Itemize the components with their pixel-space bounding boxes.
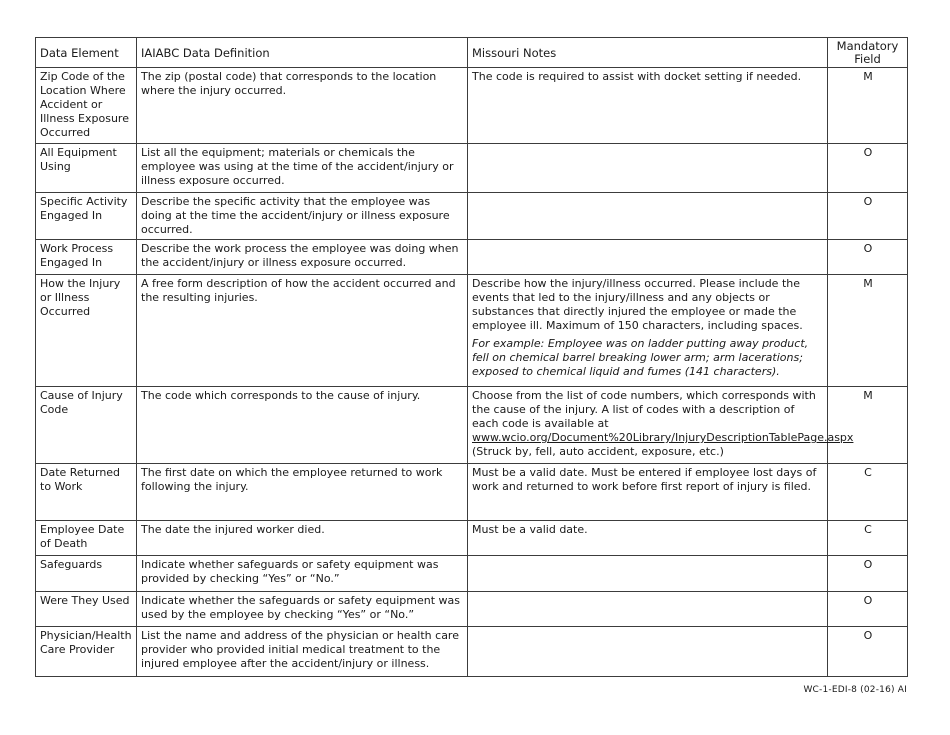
row-mandatory-flag: C	[828, 464, 908, 521]
row-definition: Describe the specific activity that the employee was doing at the time the accident/injury or illness exposure occurred.	[137, 193, 468, 240]
notes-text-after-link: (Struck by, fell, auto accident, exposure, etc.)	[472, 445, 724, 458]
row-notes	[468, 144, 828, 193]
row-data-element: Zip Code of the Location Where Accident or Illness Exposure Occurred	[36, 68, 137, 144]
row-data-element: Employee Date of Death	[36, 521, 137, 556]
row-data-element: All Equipment Using	[36, 144, 137, 193]
row-notes	[468, 240, 828, 275]
table-row	[36, 68, 908, 144]
row-definition: Indicate whether the safeguards or safety equipment was used by the employee by checking “Yes” or “No.”	[137, 592, 468, 627]
row-notes	[468, 387, 854, 464]
header-data-element: Data Element	[36, 38, 137, 68]
row-data-element: Date Returned to Work	[36, 464, 137, 521]
row-notes	[468, 193, 828, 240]
row-definition: List the name and address of the physician or health care provider who provided initial medical treatment to the injured employee after the accident/injury or illness.	[137, 627, 468, 677]
row-definition: List all the equipment; materials or chemicals the employee was using at the time of the accident/injury or illness exposure occurred.	[137, 144, 468, 193]
notes-example: For example: Employee was on ladder putting away product, fell on chemical barrel breaking lower arm; arm lacerations; exposed to chemical liquid and fumes (141 characters).	[472, 337, 809, 378]
row-mandatory-flag: O	[828, 556, 908, 592]
data-element-table	[35, 37, 908, 677]
row-definition: The zip (postal code) that corresponds to the location where the injury occurred.	[137, 68, 468, 144]
row-mandatory-flag: O	[828, 144, 908, 193]
table-row	[36, 144, 908, 193]
notes-text: Choose from the list of code numbers, which corresponds with the cause of the injury. A list of codes with a description of each code is available at	[472, 389, 816, 430]
row-data-element: Were They Used	[36, 592, 137, 627]
row-data-element: How the Injury or Illness Occurred	[36, 275, 137, 387]
row-mandatory-flag: O	[828, 592, 908, 627]
row-notes: Must be a valid date.	[468, 521, 828, 556]
row-mandatory-flag: C	[828, 521, 908, 556]
row-mandatory-flag: O	[828, 627, 908, 677]
table-row	[36, 193, 908, 240]
row-data-element: Work Process Engaged In	[36, 240, 137, 275]
table-row	[36, 275, 908, 387]
form-number-footer: WC-1-EDI-8 (02-16) AI	[803, 685, 907, 695]
row-mandatory-flag: M	[828, 68, 908, 144]
row-data-element: Physician/Health Care Provider	[36, 627, 137, 677]
row-data-element: Safeguards	[36, 556, 137, 592]
row-mandatory-flag: O	[828, 240, 908, 275]
table-row	[36, 387, 908, 464]
row-definition: The code which corresponds to the cause of injury.	[137, 387, 468, 464]
row-definition: Indicate whether safeguards or safety equipment was provided by checking “Yes” or “No.”	[137, 556, 468, 592]
row-definition: Describe the work process the employee was doing when the accident/injury or illness exposure occurred.	[137, 240, 468, 275]
table-row	[36, 592, 908, 627]
table-row	[36, 556, 908, 592]
notes-text: Describe how the injury/illness occurred. Please include the events that led to the injury/illness and any objects or substances that directly injured the employee or made the employee ill. Maximum of 150 characters, including spaces.	[472, 277, 803, 332]
header-iaiabc-definition: IAIABC Data Definition	[137, 38, 468, 68]
row-notes: Must be a valid date. Must be entered if employee lost days of work and returned to work before first report of injury is filed.	[468, 464, 828, 521]
row-definition: The first date on which the employee returned to work following the injury.	[137, 464, 468, 521]
row-definition: The date the injured worker died.	[137, 521, 468, 556]
table-header-row	[36, 38, 908, 68]
table-row	[36, 464, 908, 521]
row-mandatory-flag: M	[828, 275, 908, 387]
row-notes	[468, 627, 828, 677]
row-mandatory-flag: M	[828, 387, 908, 464]
row-notes	[468, 592, 828, 627]
row-data-element: Cause of Injury Code	[36, 387, 137, 464]
row-notes	[468, 275, 828, 387]
table-row	[36, 521, 908, 556]
row-mandatory-flag: O	[828, 193, 908, 240]
header-missouri-notes: Missouri Notes	[468, 38, 828, 68]
table-row	[36, 240, 908, 275]
wcio-code-list-link[interactable]: www.wcio.org/Document%20Library/InjuryDescriptionTablePage.aspx	[472, 431, 854, 444]
header-mandatory-field: Mandatory Field	[828, 38, 908, 68]
row-notes	[468, 556, 828, 592]
row-definition: A free form description of how the accident occurred and the resulting injuries.	[137, 275, 468, 387]
row-data-element: Specific Activity Engaged In	[36, 193, 137, 240]
table-row	[36, 627, 908, 677]
row-notes: The code is required to assist with docket setting if needed.	[468, 68, 828, 144]
